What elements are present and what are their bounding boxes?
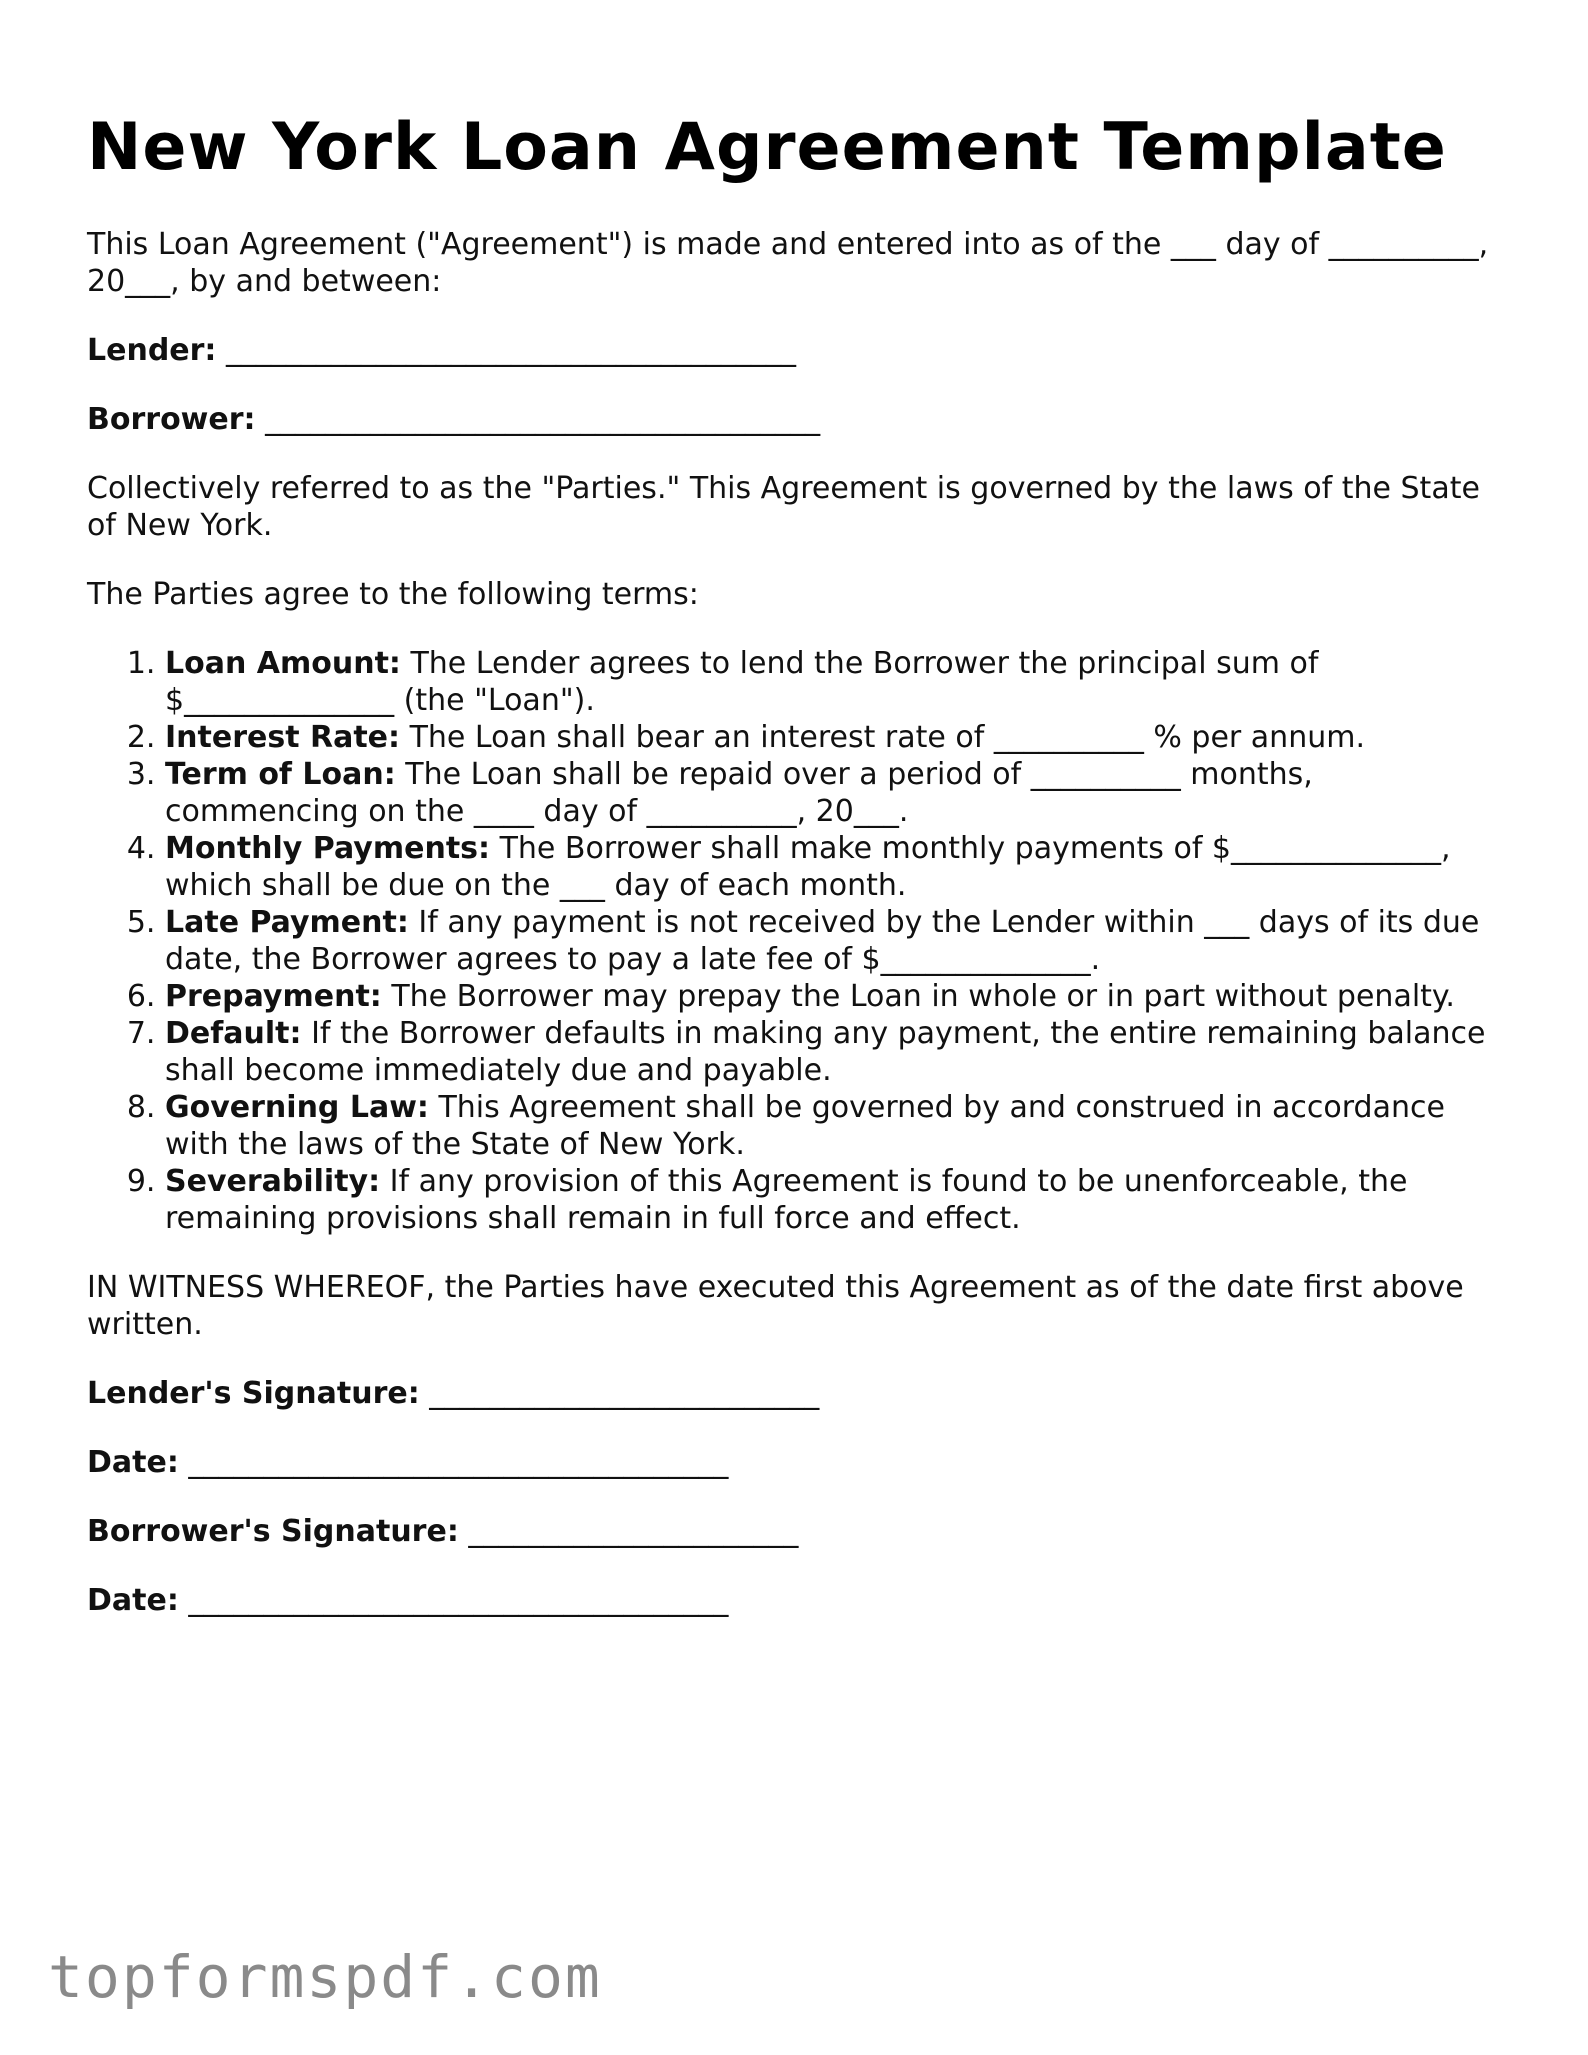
term-label: Monthly Payments: xyxy=(165,831,491,866)
term-text: If the Borrower defaults in making any payment, the entire remaining balance shall become immediately due and payable. xyxy=(165,1016,1486,1088)
lender-date-field xyxy=(87,1444,1507,1481)
lender-signature-blank: __________________________ xyxy=(429,1376,820,1411)
document-page xyxy=(87,108,1507,1619)
lender-date-blank: ____________________________________ xyxy=(188,1445,729,1480)
lender-field xyxy=(87,332,1507,369)
borrower-label: Borrower: xyxy=(87,402,256,437)
borrower-date-label: Date: xyxy=(87,1583,179,1618)
borrower-date-field xyxy=(87,1582,1507,1619)
term-label: Severability: xyxy=(165,1164,381,1199)
term-label: Default: xyxy=(165,1016,302,1051)
document-title: New York Loan Agreement Template xyxy=(87,110,1447,185)
term-label: Loan Amount: xyxy=(165,646,401,681)
term-late-payment xyxy=(165,904,1507,978)
borrower-signature-blank: ______________________ xyxy=(468,1514,799,1549)
witness-paragraph: IN WITNESS WHEREOF, the Parties have executed this Agreement as of the date first above written. xyxy=(87,1270,1464,1342)
term-severability xyxy=(165,1163,1507,1237)
terms-list xyxy=(87,645,1507,1237)
intro-paragraph: This Loan Agreement ("Agreement") is made and entered into as of the ___ day of __________, 20___, by and between: xyxy=(87,227,1489,299)
borrower-blank: _____________________________________ xyxy=(265,402,821,437)
term-label: Prepayment: xyxy=(165,979,382,1014)
term-text: If any payment is not received by the Lender within ___ days of its due date, the Borrower agrees to pay a late fee of $______________. xyxy=(165,905,1480,977)
term-label: Late Payment: xyxy=(165,905,409,940)
term-governing-law xyxy=(165,1089,1507,1163)
lender-date-label: Date: xyxy=(87,1445,179,1480)
term-monthly-payments xyxy=(165,830,1507,904)
lender-blank: ______________________________________ xyxy=(225,333,796,368)
term-text: The Loan shall be repaid over a period of __________ months, commencing on the ____ day of __________, 20___. xyxy=(165,757,1313,829)
collectively-paragraph: Collectively referred to as the "Parties." This Agreement is governed by the laws of the State of New York. xyxy=(87,471,1480,543)
term-label: Term of Loan: xyxy=(165,757,396,792)
term-default xyxy=(165,1015,1507,1089)
lender-signature-label: Lender's Signature: xyxy=(87,1376,420,1411)
term-text: If any provision of this Agreement is found to be unenforceable, the remaining provisions shall remain in full force and effect. xyxy=(165,1164,1408,1236)
watermark: topformspdf.com xyxy=(48,1943,602,2011)
term-prepayment xyxy=(165,978,1507,1015)
term-text: The Loan shall bear an interest rate of __________ % per annum. xyxy=(400,720,1365,755)
term-text: This Agreement shall be governed by and construed in accordance with the laws of the State of New York. xyxy=(165,1090,1445,1162)
term-text: The Lender agrees to lend the Borrower the principal sum of $______________ (the "Loan"). xyxy=(165,646,1319,718)
agree-paragraph: The Parties agree to the following terms: xyxy=(87,577,699,612)
lender-label: Lender: xyxy=(87,333,217,368)
borrower-signature-field xyxy=(87,1513,1507,1550)
borrower-signature-label: Borrower's Signature: xyxy=(87,1514,459,1549)
term-text: The Borrower may prepay the Loan in whole or in part without penalty. xyxy=(381,979,1455,1014)
term-text: The Borrower shall make monthly payments of $______________, which shall be due on the ___ day of each month. xyxy=(165,831,1451,903)
borrower-field xyxy=(87,401,1507,438)
borrower-date-blank: ____________________________________ xyxy=(188,1583,729,1618)
term-loan-amount xyxy=(165,645,1507,719)
term-term-of-loan xyxy=(165,756,1507,830)
term-label: Governing Law: xyxy=(165,1090,429,1125)
term-interest-rate xyxy=(165,719,1507,756)
lender-signature-field xyxy=(87,1375,1507,1412)
term-label: Interest Rate: xyxy=(165,720,401,755)
